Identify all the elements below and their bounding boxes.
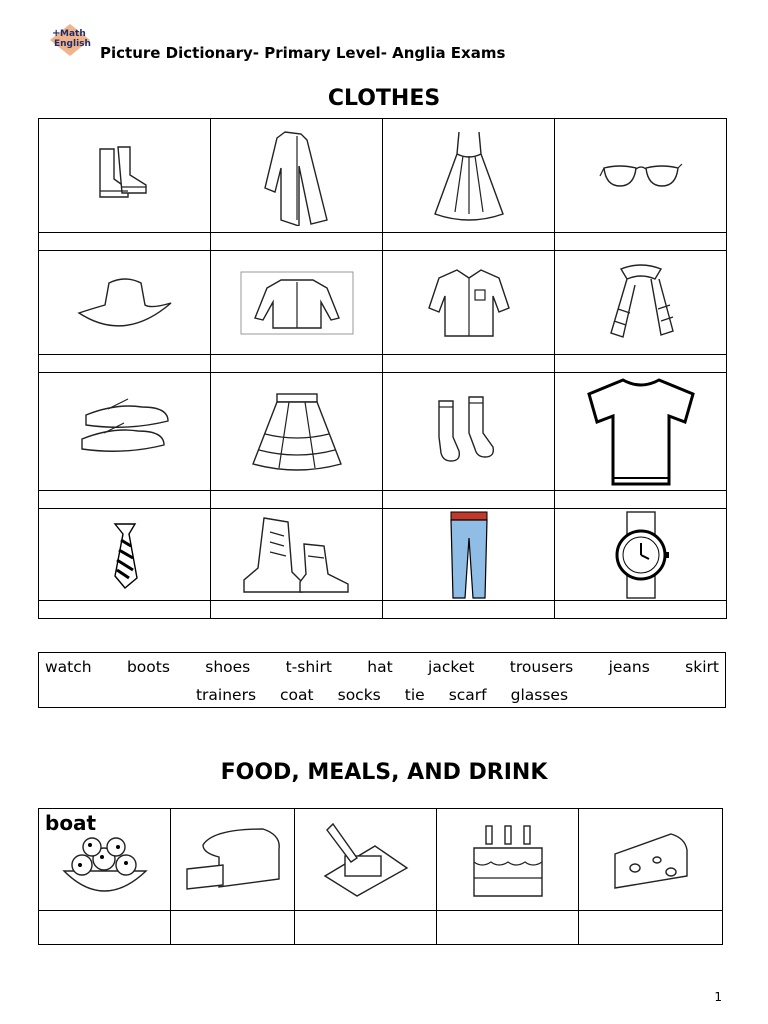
shoes-icon <box>78 395 172 469</box>
page-header-title: Picture Dictionary- Primary Level- Anglia Exams <box>100 44 506 62</box>
word-bank-word: boots <box>126 658 170 676</box>
answer-cell[interactable] <box>579 911 723 945</box>
answer-cell[interactable] <box>295 911 437 945</box>
clothes-picture-cell <box>383 119 555 233</box>
food-picture-cell <box>579 809 723 911</box>
clothes-picture-cell <box>39 373 211 491</box>
answer-cell[interactable] <box>383 491 555 509</box>
clothes-picture-cell <box>383 509 555 601</box>
svg-text:+: + <box>52 28 61 39</box>
watch-icon <box>611 510 671 600</box>
answer-cell[interactable] <box>383 355 555 373</box>
word-bank-word: hat <box>367 658 393 676</box>
socks-icon <box>429 395 509 469</box>
word-bank-word: glasses <box>510 686 569 704</box>
clothes-section-title: CLOTHES <box>327 86 441 111</box>
answer-cell[interactable] <box>555 491 727 509</box>
hat-icon <box>75 273 175 333</box>
clothes-word-bank <box>38 652 726 708</box>
tie-icon <box>105 520 145 590</box>
answer-cell[interactable] <box>171 911 295 945</box>
answer-cell[interactable] <box>211 233 383 251</box>
tshirt-icon <box>583 374 699 490</box>
clothes-picture-cell <box>555 119 727 233</box>
word-bank-word: trainers <box>195 686 257 704</box>
clothes-picture-cell <box>39 509 211 601</box>
word-bank-word: coat <box>280 686 314 704</box>
clothes-picture-cell <box>555 509 727 601</box>
answer-cell[interactable] <box>437 911 579 945</box>
clothes-picture-cell <box>39 251 211 355</box>
word-bank-word: skirt <box>685 658 719 676</box>
clothes-picture-cell <box>211 509 383 601</box>
answer-cell[interactable] <box>39 601 211 619</box>
coat-icon <box>257 126 337 226</box>
bread-icon <box>183 825 283 895</box>
word-bank-word: scarf <box>448 686 487 704</box>
cake-icon <box>468 818 548 902</box>
food-picture-cell <box>171 809 295 911</box>
clothes-grid <box>38 118 727 619</box>
glasses-icon <box>598 156 684 196</box>
answer-cell[interactable] <box>555 601 727 619</box>
answer-cell[interactable] <box>211 601 383 619</box>
answer-cell[interactable] <box>383 233 555 251</box>
word-bank-word: jeans <box>608 658 650 676</box>
boots-icon <box>90 141 160 211</box>
scarf-icon <box>601 261 681 345</box>
answer-cell[interactable] <box>39 491 211 509</box>
word-bank-word: shoes <box>205 658 251 676</box>
biscuits-icon <box>60 835 150 899</box>
word-bank-word: jacket <box>428 658 475 676</box>
jacket-icon <box>239 270 355 336</box>
answer-cell[interactable] <box>39 911 171 945</box>
jeans-icon <box>449 510 489 600</box>
food-picture-cell <box>295 809 437 911</box>
dress-icon <box>429 126 509 226</box>
butter-icon <box>321 820 411 900</box>
answer-cell[interactable] <box>555 355 727 373</box>
trainers-icon <box>240 512 354 598</box>
word-bank-word: t-shirt <box>285 658 332 676</box>
food-grid <box>38 808 723 945</box>
food-picture-cell <box>437 809 579 911</box>
clothes-picture-cell <box>383 251 555 355</box>
word-bank-word: watch <box>45 658 92 676</box>
boat-label: boat <box>45 811 97 835</box>
answer-cell[interactable] <box>555 233 727 251</box>
answer-cell[interactable] <box>39 233 211 251</box>
cheese-icon <box>611 830 691 890</box>
clothes-picture-cell <box>211 251 383 355</box>
answer-cell[interactable] <box>383 601 555 619</box>
shirt-icon <box>427 266 511 340</box>
answer-cell[interactable] <box>39 355 211 373</box>
clothes-picture-cell <box>383 373 555 491</box>
page-number: 1 <box>714 990 722 1004</box>
clothes-picture-cell <box>555 373 727 491</box>
clothes-picture-cell <box>555 251 727 355</box>
clothes-picture-cell <box>39 119 211 233</box>
word-bank-word: tie <box>404 686 425 704</box>
clothes-picture-cell <box>211 373 383 491</box>
clothes-picture-cell <box>211 119 383 233</box>
svg-text:English: English <box>54 39 91 49</box>
answer-cell[interactable] <box>211 355 383 373</box>
svg-text:Math: Math <box>60 29 86 39</box>
food-picture-cell <box>39 809 171 911</box>
word-bank-word: socks <box>337 686 381 704</box>
word-bank-word: trousers <box>509 658 574 676</box>
answer-cell[interactable] <box>211 491 383 509</box>
math-english-logo <box>46 22 94 58</box>
food-section-title: FOOD, MEALS, AND DRINK <box>220 760 548 785</box>
skirt-icon <box>249 390 345 474</box>
